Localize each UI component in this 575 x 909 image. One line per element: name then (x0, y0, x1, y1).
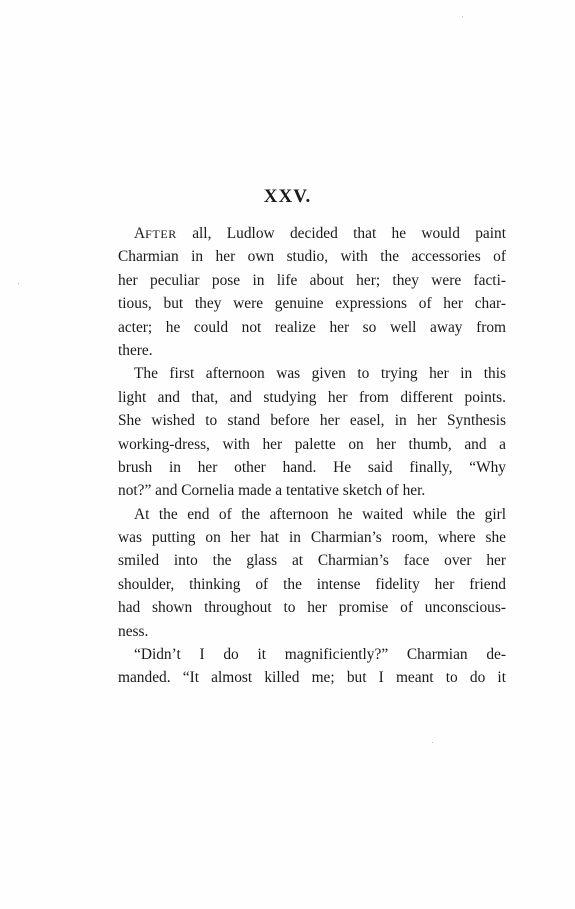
paper-speck (18, 283, 19, 284)
small-caps-word: FTER (145, 227, 177, 241)
text-line (118, 222, 506, 245)
text-line: shoulder, thinking of the intense fidelity her friend (118, 575, 506, 593)
text-line: there. (118, 341, 153, 359)
text-line: “Didn’t I do it magnificiently?” Charmian de- (134, 646, 506, 664)
text-line: working-dress, with her palette on her thumb, and a (118, 435, 506, 453)
text-line: acter; he could not realize her so well away from (118, 318, 506, 336)
text-line: smiled into the glass at Charmian’s face over her (118, 552, 506, 570)
text-line-content: all, Ludlow decided that he would paint (176, 225, 506, 242)
text-line: not?” and Cornelia made a tentative sketch of her. (118, 482, 426, 500)
text-line: was putting on her hat in Charmian’s room, where she (118, 529, 506, 547)
body-text (118, 222, 506, 690)
text-line: had shown throughout to her promise of unconscious- (118, 599, 506, 617)
text-line: She wished to stand before her easel, in her Synthesis (118, 412, 506, 430)
text-line: The first afternoon was given to trying her in this (134, 365, 506, 383)
text-line: light and that, and studying her from different points. (118, 388, 506, 406)
text-line: At the end of the afternoon he waited while the girl (134, 505, 506, 523)
chapter-heading: XXV. (263, 186, 312, 207)
text-line: ness. (118, 622, 149, 640)
paper-speck (432, 742, 433, 743)
text-line: manded. “It almost killed me; but I meant to do it (118, 669, 506, 687)
paper-speck (462, 16, 463, 17)
text-line: Charmian in her own studio, with the accessories of (118, 248, 506, 266)
text-line: tious, but they were genuine expressions of her char- (118, 295, 506, 313)
drop-initial: A (134, 225, 146, 242)
text-line: brush in her other hand. He said finally, “Why (118, 458, 506, 476)
text-line: her peculiar pose in life about her; they were facti- (118, 271, 506, 289)
